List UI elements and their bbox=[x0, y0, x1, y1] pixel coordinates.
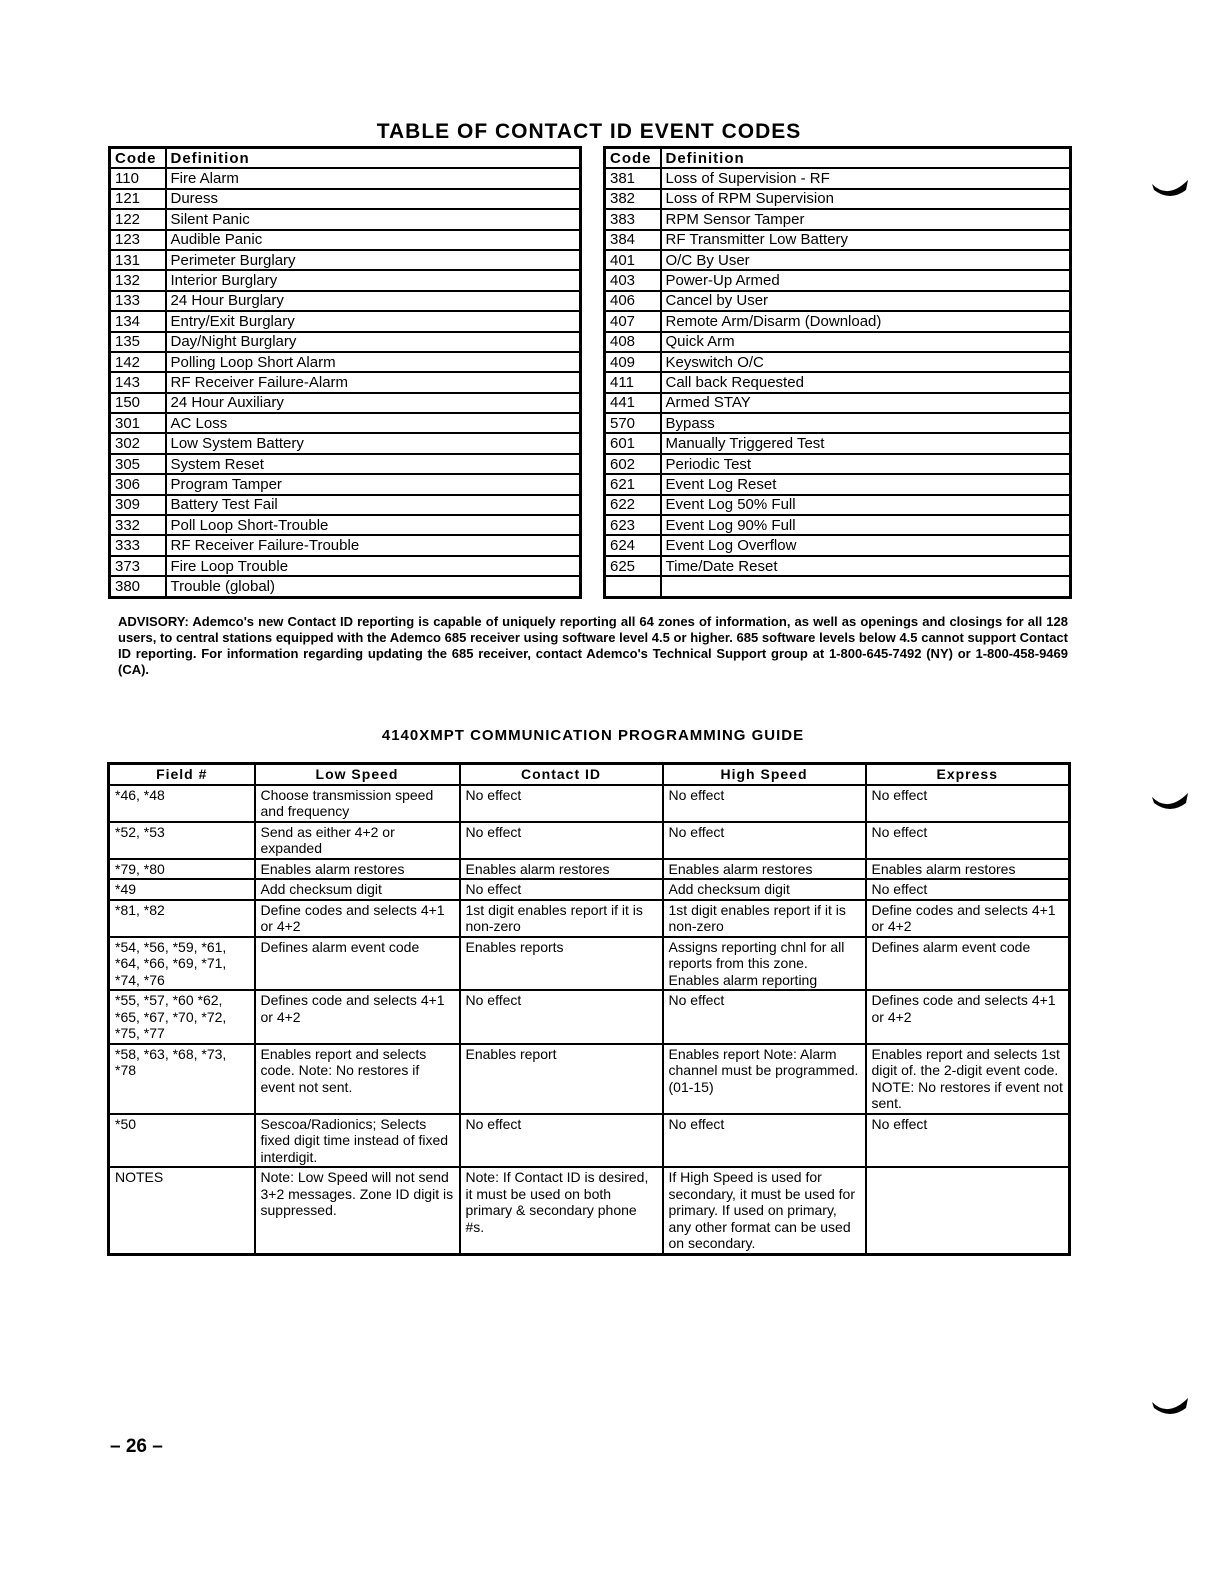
binder-mark-icon bbox=[1150, 1390, 1190, 1420]
field-cell: *55, *57, *60 *62, *65, *67, *70, *72, *75, *77 bbox=[109, 990, 255, 1044]
event-code: 123 bbox=[110, 230, 166, 250]
event-code: 380 bbox=[110, 576, 166, 597]
code-row bbox=[110, 535, 581, 555]
event-definition: Event Log 50% Full bbox=[661, 495, 1071, 515]
event-code: 409 bbox=[605, 352, 661, 372]
code-row bbox=[605, 352, 1071, 372]
code-row bbox=[605, 250, 1071, 270]
express-cell: No effect bbox=[866, 822, 1070, 859]
event-definition: Keyswitch O/C bbox=[661, 352, 1071, 372]
express-cell: No effect bbox=[866, 785, 1070, 822]
guide-body bbox=[109, 785, 1070, 1255]
contact-id-cell: No effect bbox=[460, 785, 663, 822]
guide-row bbox=[109, 879, 1070, 900]
event-definition: Fire Alarm bbox=[166, 168, 581, 188]
event-definition: 24 Hour Burglary bbox=[166, 291, 581, 311]
event-definition: O/C By User bbox=[661, 250, 1071, 270]
codes-right-body bbox=[605, 168, 1071, 597]
field-cell: *81, *82 bbox=[109, 900, 255, 937]
event-definition: Periodic Test bbox=[661, 454, 1071, 474]
code-row bbox=[110, 413, 581, 433]
code-row bbox=[110, 311, 581, 331]
event-definition: Interior Burglary bbox=[166, 270, 581, 290]
event-definition: Battery Test Fail bbox=[166, 495, 581, 515]
event-code: 407 bbox=[605, 311, 661, 331]
event-definition: Power-Up Armed bbox=[661, 270, 1071, 290]
event-definition: Fire Loop Trouble bbox=[166, 556, 581, 576]
event-definition: RF Receiver Failure-Alarm bbox=[166, 372, 581, 392]
code-row bbox=[110, 270, 581, 290]
code-row bbox=[605, 230, 1071, 250]
event-definition: Poll Loop Short-Trouble bbox=[166, 515, 581, 535]
event-definition: Time/Date Reset bbox=[661, 556, 1071, 576]
high-speed-cell: No effect bbox=[663, 1114, 866, 1168]
event-definition: RF Receiver Failure-Trouble bbox=[166, 535, 581, 555]
event-code: 135 bbox=[110, 332, 166, 352]
event-code: 122 bbox=[110, 209, 166, 229]
codes-header-row bbox=[110, 148, 581, 169]
low-speed-cell: Defines code and selects 4+1 or 4+2 bbox=[255, 990, 460, 1044]
field-cell: *58, *63, *68, *73, *78 bbox=[109, 1044, 255, 1114]
event-code: 142 bbox=[110, 352, 166, 372]
code-row bbox=[605, 393, 1071, 413]
event-code: 406 bbox=[605, 291, 661, 311]
guide-row bbox=[109, 900, 1070, 937]
code-row bbox=[605, 413, 1071, 433]
event-definition: AC Loss bbox=[166, 413, 581, 433]
high-speed-cell: 1st digit enables report if it is non-zero bbox=[663, 900, 866, 937]
codes-header-row bbox=[605, 148, 1071, 169]
event-definition: Loss of RPM Supervision bbox=[661, 189, 1071, 209]
event-code: 601 bbox=[605, 433, 661, 453]
high-speed-cell: If High Speed is used for secondary, it must be used for primary. If used on primary, any other format can be used on secondary. bbox=[663, 1167, 866, 1254]
code-row bbox=[605, 372, 1071, 392]
express-cell: Enables report and selects 1st digit of. the 2-digit event code. NOTE: No restores if event not sent. bbox=[866, 1044, 1070, 1114]
event-definition: Event Log Reset bbox=[661, 474, 1071, 494]
event-code: 110 bbox=[110, 168, 166, 188]
high-speed-cell: Assigns reporting chnl for all reports from this zone. Enables alarm reporting bbox=[663, 937, 866, 991]
event-definition: Entry/Exit Burglary bbox=[166, 311, 581, 331]
event-definition: Day/Night Burglary bbox=[166, 332, 581, 352]
code-column-header: Code bbox=[110, 148, 166, 169]
guide-row bbox=[109, 1114, 1070, 1168]
low-speed-cell: Enables report and selects code. Note: No restores if event not sent. bbox=[255, 1044, 460, 1114]
field-cell: NOTES bbox=[109, 1167, 255, 1254]
page-title: TABLE OF CONTACT ID EVENT CODES bbox=[376, 120, 802, 143]
code-row bbox=[110, 454, 581, 474]
contact-id-cell: No effect bbox=[460, 822, 663, 859]
express-cell: No effect bbox=[866, 1114, 1070, 1168]
advisory-paragraph: ADVISORY: Ademco's new Contact ID reporting is capable of uniquely reporting all 64 zones of information, as well as openings and closings for all 128 users, to central stations equipped with the Ademco 685 receiver using software level 4.5 or higher. 685 software levels below 4.5 cannot support Contact ID reporting. For information regarding updating the 685 receiver, contact Ademco's Technical Support group at 1-800-645-7492 (NY) or 1-800-458-9469 (CA). bbox=[118, 614, 1068, 677]
guide-row bbox=[109, 859, 1070, 880]
code-row bbox=[110, 332, 581, 352]
event-code bbox=[605, 576, 661, 597]
event-definition: Silent Panic bbox=[166, 209, 581, 229]
express-cell bbox=[866, 1167, 1070, 1254]
guide-row bbox=[109, 822, 1070, 859]
code-row bbox=[605, 474, 1071, 494]
high-speed-cell: Add checksum digit bbox=[663, 879, 866, 900]
high-speed-column-header: High Speed bbox=[663, 764, 866, 785]
event-code: 121 bbox=[110, 189, 166, 209]
contact-id-cell: Enables report bbox=[460, 1044, 663, 1114]
definition-column-header: Definition bbox=[661, 148, 1071, 169]
event-code: 623 bbox=[605, 515, 661, 535]
code-row bbox=[605, 576, 1071, 597]
guide-header-row bbox=[109, 764, 1070, 785]
programming-guide-table bbox=[107, 762, 1071, 1256]
high-speed-cell: No effect bbox=[663, 822, 866, 859]
express-cell: Defines alarm event code bbox=[866, 937, 1070, 991]
guide-title: 4140XMPT COMMUNICATION PROGRAMMING GUIDE bbox=[381, 727, 805, 744]
code-row bbox=[605, 209, 1071, 229]
code-row bbox=[110, 576, 581, 597]
event-definition: Remote Arm/Disarm (Download) bbox=[661, 311, 1071, 331]
event-code: 625 bbox=[605, 556, 661, 576]
code-row bbox=[605, 311, 1071, 331]
event-definition: RPM Sensor Tamper bbox=[661, 209, 1071, 229]
event-definition: Call back Requested bbox=[661, 372, 1071, 392]
high-speed-cell: No effect bbox=[663, 785, 866, 822]
field-column-header: Field # bbox=[109, 764, 255, 785]
event-definition: Bypass bbox=[661, 413, 1071, 433]
low-speed-cell: Enables alarm restores bbox=[255, 859, 460, 880]
field-cell: *79, *80 bbox=[109, 859, 255, 880]
event-code: 143 bbox=[110, 372, 166, 392]
event-code: 373 bbox=[110, 556, 166, 576]
low-speed-cell: Choose transmission speed and frequency bbox=[255, 785, 460, 822]
event-code: 302 bbox=[110, 433, 166, 453]
code-row bbox=[605, 433, 1071, 453]
event-code: 624 bbox=[605, 535, 661, 555]
code-row bbox=[110, 352, 581, 372]
event-code: 131 bbox=[110, 250, 166, 270]
field-cell: *50 bbox=[109, 1114, 255, 1168]
event-definition: Armed STAY bbox=[661, 393, 1071, 413]
field-cell: *54, *56, *59, *61, *64, *66, *69, *71, *74, *76 bbox=[109, 937, 255, 991]
low-speed-cell: Defines alarm event code bbox=[255, 937, 460, 991]
contact-id-cell: No effect bbox=[460, 879, 663, 900]
event-code: 622 bbox=[605, 495, 661, 515]
code-row bbox=[605, 291, 1071, 311]
event-code: 382 bbox=[605, 189, 661, 209]
code-row bbox=[110, 250, 581, 270]
code-row bbox=[110, 393, 581, 413]
event-code: 150 bbox=[110, 393, 166, 413]
express-cell: Define codes and selects 4+1 or 4+2 bbox=[866, 900, 1070, 937]
event-code: 401 bbox=[605, 250, 661, 270]
code-row bbox=[110, 515, 581, 535]
guide-row bbox=[109, 937, 1070, 991]
code-row bbox=[110, 372, 581, 392]
event-definition: RF Transmitter Low Battery bbox=[661, 230, 1071, 250]
definition-column-header: Definition bbox=[166, 148, 581, 169]
event-definition: Manually Triggered Test bbox=[661, 433, 1071, 453]
low-speed-cell: Sescoa/Radionics; Selects fixed digit time instead of fixed interdigit. bbox=[255, 1114, 460, 1168]
event-code: 134 bbox=[110, 311, 166, 331]
field-cell: *52, *53 bbox=[109, 822, 255, 859]
event-definition: System Reset bbox=[166, 454, 581, 474]
event-code: 602 bbox=[605, 454, 661, 474]
code-row bbox=[110, 209, 581, 229]
code-row bbox=[110, 474, 581, 494]
low-speed-cell: Send as either 4+2 or expanded bbox=[255, 822, 460, 859]
code-column-header: Code bbox=[605, 148, 661, 169]
binder-mark-icon bbox=[1150, 785, 1190, 815]
event-code: 441 bbox=[605, 393, 661, 413]
event-definition: Low System Battery bbox=[166, 433, 581, 453]
event-code: 309 bbox=[110, 495, 166, 515]
event-definition: Loss of Supervision - RF bbox=[661, 168, 1071, 188]
code-row bbox=[110, 230, 581, 250]
code-row bbox=[110, 433, 581, 453]
contact-id-cell: Enables reports bbox=[460, 937, 663, 991]
high-speed-cell: Enables report Note: Alarm channel must be programmed. (01-15) bbox=[663, 1044, 866, 1114]
field-cell: *49 bbox=[109, 879, 255, 900]
express-cell: Defines code and selects 4+1 or 4+2 bbox=[866, 990, 1070, 1044]
event-definition: 24 Hour Auxiliary bbox=[166, 393, 581, 413]
code-row bbox=[110, 189, 581, 209]
event-definition bbox=[661, 576, 1071, 597]
event-code: 403 bbox=[605, 270, 661, 290]
binder-mark-icon bbox=[1150, 172, 1190, 202]
event-code: 333 bbox=[110, 535, 166, 555]
express-cell: No effect bbox=[866, 879, 1070, 900]
event-code: 408 bbox=[605, 332, 661, 352]
code-row bbox=[110, 168, 581, 188]
code-row bbox=[605, 556, 1071, 576]
event-definition: Cancel by User bbox=[661, 291, 1071, 311]
event-code: 301 bbox=[110, 413, 166, 433]
event-definition: Trouble (global) bbox=[166, 576, 581, 597]
contact-id-cell: Enables alarm restores bbox=[460, 859, 663, 880]
code-row bbox=[605, 515, 1071, 535]
event-code: 305 bbox=[110, 454, 166, 474]
event-code: 132 bbox=[110, 270, 166, 290]
code-row bbox=[110, 495, 581, 515]
codes-left-body bbox=[110, 168, 581, 597]
event-code: 133 bbox=[110, 291, 166, 311]
event-definition: Event Log Overflow bbox=[661, 535, 1071, 555]
code-row bbox=[605, 270, 1071, 290]
code-row bbox=[605, 168, 1071, 188]
code-row bbox=[110, 556, 581, 576]
page-number: – 26 – bbox=[110, 1436, 163, 1457]
low-speed-column-header: Low Speed bbox=[255, 764, 460, 785]
guide-row bbox=[109, 1167, 1070, 1254]
contact-id-cell: No effect bbox=[460, 1114, 663, 1168]
code-row bbox=[605, 454, 1071, 474]
event-definition: Duress bbox=[166, 189, 581, 209]
contact-id-cell: No effect bbox=[460, 990, 663, 1044]
express-cell: Enables alarm restores bbox=[866, 859, 1070, 880]
code-row bbox=[110, 291, 581, 311]
event-code: 306 bbox=[110, 474, 166, 494]
guide-row bbox=[109, 785, 1070, 822]
event-code: 621 bbox=[605, 474, 661, 494]
contact-id-cell: 1st digit enables report if it is non-zero bbox=[460, 900, 663, 937]
low-speed-cell: Define codes and selects 4+1 or 4+2 bbox=[255, 900, 460, 937]
code-row bbox=[605, 495, 1071, 515]
high-speed-cell: Enables alarm restores bbox=[663, 859, 866, 880]
contact-id-cell: Note: If Contact ID is desired, it must be used on both primary & secondary phone #s. bbox=[460, 1167, 663, 1254]
guide-row bbox=[109, 1044, 1070, 1114]
event-code: 381 bbox=[605, 168, 661, 188]
guide-row bbox=[109, 990, 1070, 1044]
event-code: 384 bbox=[605, 230, 661, 250]
low-speed-cell: Add checksum digit bbox=[255, 879, 460, 900]
contact-id-codes-table-left bbox=[108, 146, 582, 599]
code-row bbox=[605, 332, 1071, 352]
event-code: 332 bbox=[110, 515, 166, 535]
event-definition: Event Log 90% Full bbox=[661, 515, 1071, 535]
high-speed-cell: No effect bbox=[663, 990, 866, 1044]
event-code: 570 bbox=[605, 413, 661, 433]
event-code: 411 bbox=[605, 372, 661, 392]
field-cell: *46, *48 bbox=[109, 785, 255, 822]
event-definition: Perimeter Burglary bbox=[166, 250, 581, 270]
event-definition: Program Tamper bbox=[166, 474, 581, 494]
contact-id-codes-table-right bbox=[603, 146, 1072, 599]
express-column-header: Express bbox=[866, 764, 1070, 785]
event-code: 383 bbox=[605, 209, 661, 229]
code-row bbox=[605, 535, 1071, 555]
low-speed-cell: Note: Low Speed will not send 3+2 messages. Zone ID digit is suppressed. bbox=[255, 1167, 460, 1254]
event-definition: Audible Panic bbox=[166, 230, 581, 250]
event-definition: Polling Loop Short Alarm bbox=[166, 352, 581, 372]
code-row bbox=[605, 189, 1071, 209]
event-definition: Quick Arm bbox=[661, 332, 1071, 352]
contact-id-column-header: Contact ID bbox=[460, 764, 663, 785]
